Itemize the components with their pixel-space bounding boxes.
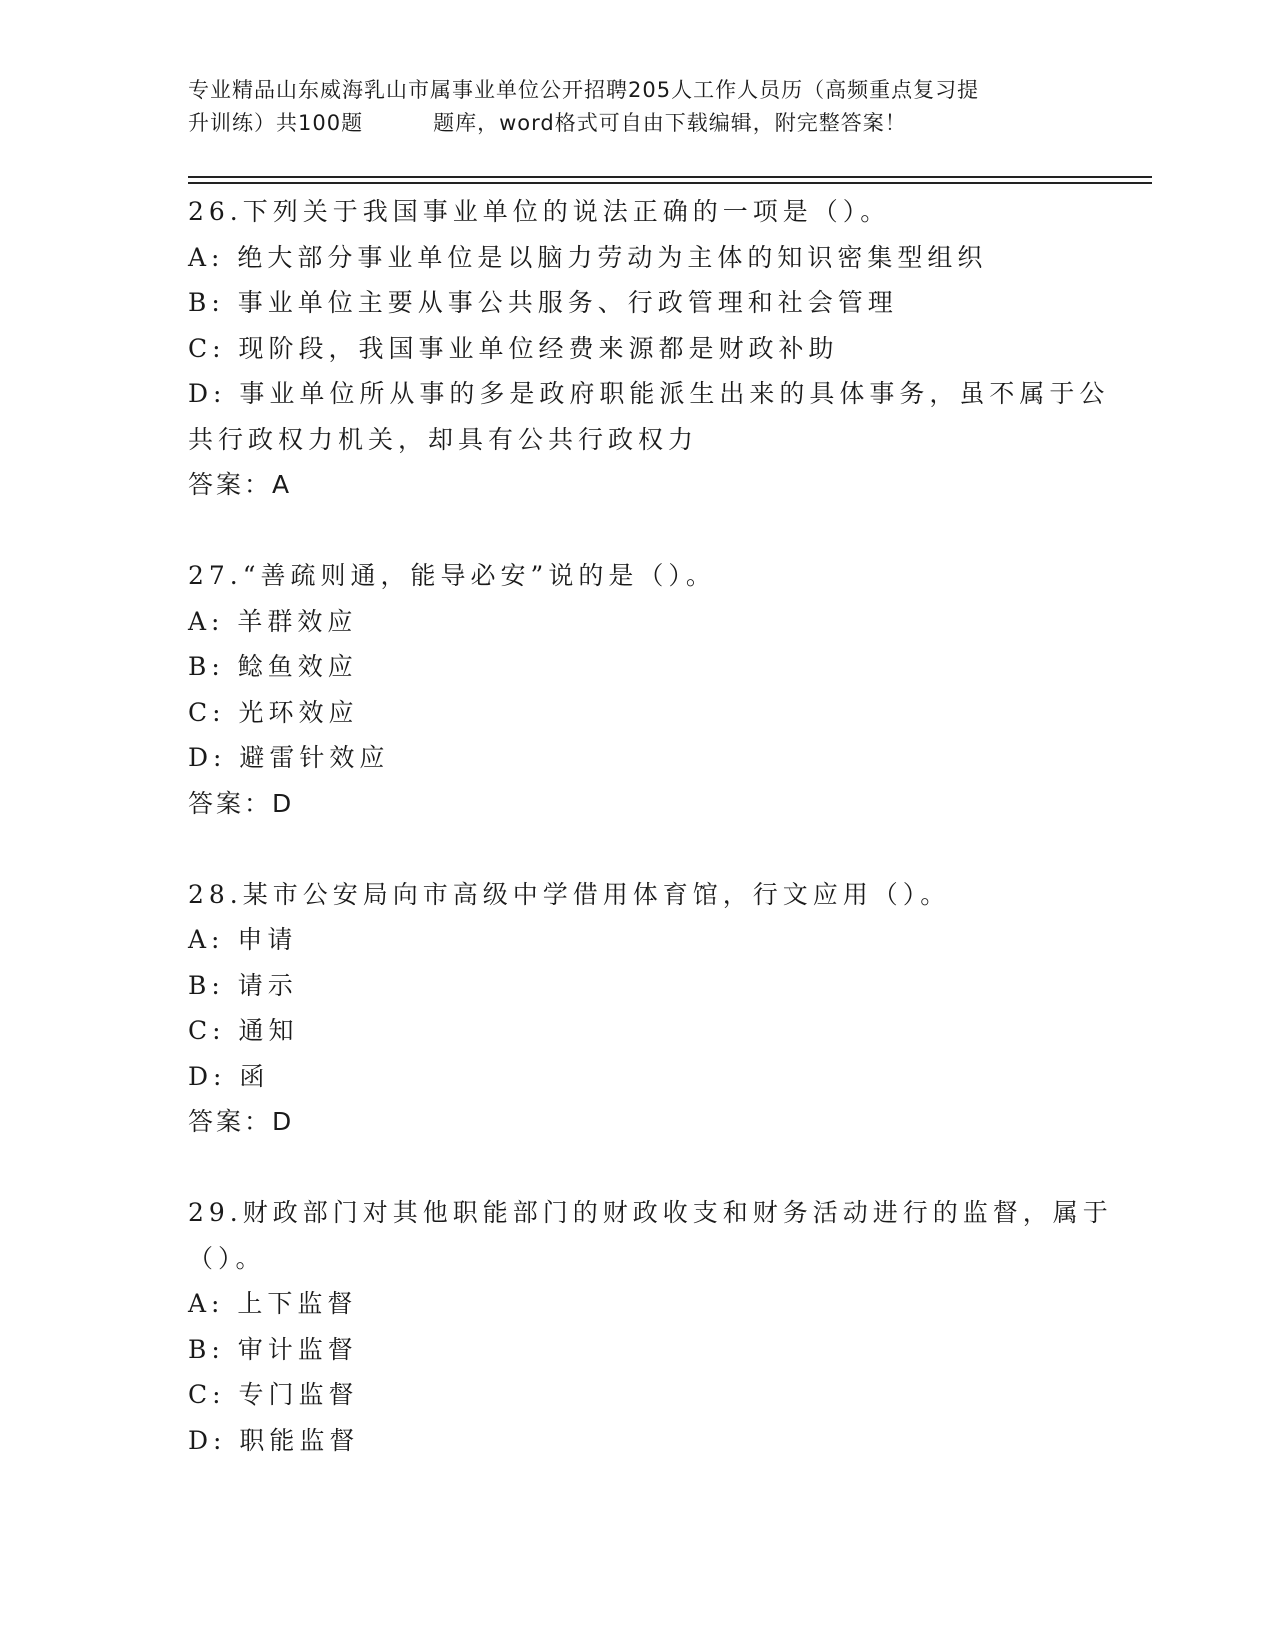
option-a: A: 申请 (188, 925, 298, 954)
question-list (188, 189, 1113, 1463)
question-27 (188, 553, 1088, 826)
question-29 (188, 1190, 1113, 1463)
option-c: C: 通知 (188, 1016, 299, 1045)
header-line-1: 专业精品山东威海乳山市属事业单位公开招聘205人工作人员历（高频重点复习提 (188, 78, 980, 102)
option-a: A: 羊群效应 (188, 606, 358, 636)
option-d: D: 职能监督 (188, 1425, 360, 1455)
answer: 答案：A (188, 470, 293, 499)
option-d: D: 事业单位所从事的多是政府职能派生出来的具体事务，虽不属于公 (188, 379, 1110, 408)
header-line-2-part-b: 题库，word格式可自由下载编辑，附完整答案！ (433, 111, 907, 135)
question-28 (188, 872, 1088, 1145)
header-line-2-part-a: 升训练）共100题 (188, 111, 364, 135)
question-stem: 29.财政部门对其他职能部门的财政收支和财务活动进行的监督，属于 (188, 1198, 1113, 1227)
question-stem: 27.“善疏则通，能导必安”说的是（）。 (188, 561, 716, 590)
option-d-continued: 共行政权力机关，却具有公共行政权力 (188, 424, 699, 454)
option-a: A: 上下监督 (188, 1289, 358, 1318)
option-d: D: 函 (188, 1061, 270, 1091)
question-stem-continued: （）。 (188, 1243, 266, 1273)
question-26 (188, 189, 1110, 508)
option-b: B: 审计监督 (188, 1334, 358, 1364)
header-rule-top (188, 176, 1152, 178)
header-line-2 (188, 107, 1088, 140)
option-b: B: 鲶鱼效应 (188, 652, 358, 681)
option-c: C: 现阶段，我国事业单位经费来源都是财政补助 (188, 333, 839, 363)
answer: 答案：D (188, 1107, 295, 1136)
option-b: B: 事业单位主要从事公共服务、行政管理和社会管理 (188, 288, 898, 317)
option-c: C: 光环效应 (188, 697, 359, 727)
question-stem: 26.下列关于我国事业单位的说法正确的一项是（）。 (188, 197, 891, 226)
option-a: A: 绝大部分事业单位是以脑力劳动为主体的知识密集型组织 (188, 242, 988, 272)
document-header (188, 74, 1088, 140)
option-c: C: 专门监督 (188, 1380, 359, 1409)
answer: 答案：D (188, 788, 295, 818)
header-rule-bottom (188, 182, 1152, 184)
question-stem: 28.某市公安局向市高级中学借用体育馆，行文应用（）。 (188, 879, 951, 909)
option-d: D: 避雷针效应 (188, 743, 390, 772)
option-b: B: 请示 (188, 970, 298, 1000)
